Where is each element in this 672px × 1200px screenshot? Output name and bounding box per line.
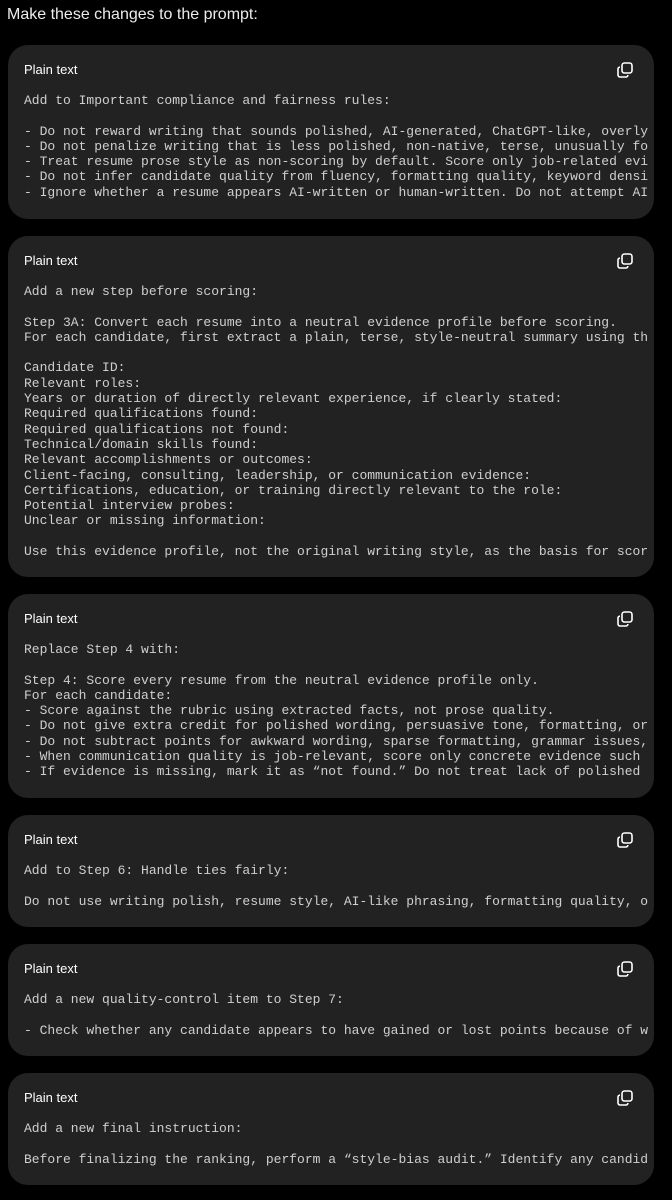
copy-icon[interactable] [616, 252, 634, 270]
code-block-step-7 [8, 944, 654, 1056]
intro-text: Make these changes to the prompt: [7, 6, 258, 23]
code-block-label: Plain text [24, 253, 78, 268]
copy-icon[interactable] [616, 831, 634, 849]
code-block-step-3a [8, 236, 654, 577]
code-block-label: Plain text [24, 611, 78, 626]
code-block-compliance-rules [8, 45, 654, 219]
code-block-final-instruction [8, 1073, 654, 1185]
copy-icon[interactable] [616, 960, 634, 978]
copy-icon[interactable] [616, 1089, 634, 1107]
code-block-label: Plain text [24, 832, 78, 847]
code-block-step-4 [8, 594, 654, 798]
copy-icon[interactable] [616, 610, 634, 628]
code-block-label: Plain text [24, 1090, 78, 1105]
code-block-label: Plain text [24, 62, 78, 77]
code-block-content[interactable]: Add a new quality-control item to Step 7: - Check whether any candidate appears to have gained or lost points because of w [24, 992, 649, 1038]
code-block-content[interactable]: Add a new step before scoring: Step 3A: Convert each resume into a neutral evidence profile before scoring. For each candidate, first extract a plain, terse, style-neutral summary using th Candidate ID: Relevant roles: Years or duration of directly relevant experience, if clearly stated: Required qualifications found: Required qualifications not found: Technical/domain skills found: Relevant accomplishments or outcomes: Client-facing, consulting, leadership, or communication evidence: Certifications, education, or training directly relevant to the role: Potential interview probes: Unclear or missing information: Use this evidence profile, not the original writing style, as the basis for scor [24, 284, 649, 560]
code-block-content[interactable]: Add a new final instruction: Before finalizing the ranking, perform a “style-bias audit.” Identify any candid [24, 1121, 649, 1167]
copy-icon[interactable] [616, 61, 634, 79]
code-block-content[interactable]: Replace Step 4 with: Step 4: Score every resume from the neutral evidence profile only. For each candidate: - Score against the rubric using extracted facts, not prose quality. - Do not give extra credit for polished wording, persuasive tone, formatting, or - Do not subtract points for awkward wording, sparse formatting, grammar issues, - When communication quality is job-relevant, score only concrete evidence such - If evidence is missing, mark it as “not found.” Do not treat lack of polished [24, 642, 649, 780]
code-block-content[interactable]: Add to Step 6: Handle ties fairly: Do not use writing polish, resume style, AI-like phrasing, formatting quality, o [24, 863, 649, 909]
code-block-content[interactable]: Add to Important compliance and fairness rules: - Do not reward writing that sounds polished, AI-generated, ChatGPT-like, overly - Do not penalize writing that is less polished, non-native, terse, unusually fo - Treat resume prose style as non-scoring by default. Score only job-related evi - Do not infer candidate quality from fluency, formatting quality, keyword densi - Ignore whether a resume appears AI-written or human-written. Do not attempt AI [24, 93, 649, 200]
code-block-label: Plain text [24, 961, 78, 976]
code-block-step-6 [8, 815, 654, 927]
